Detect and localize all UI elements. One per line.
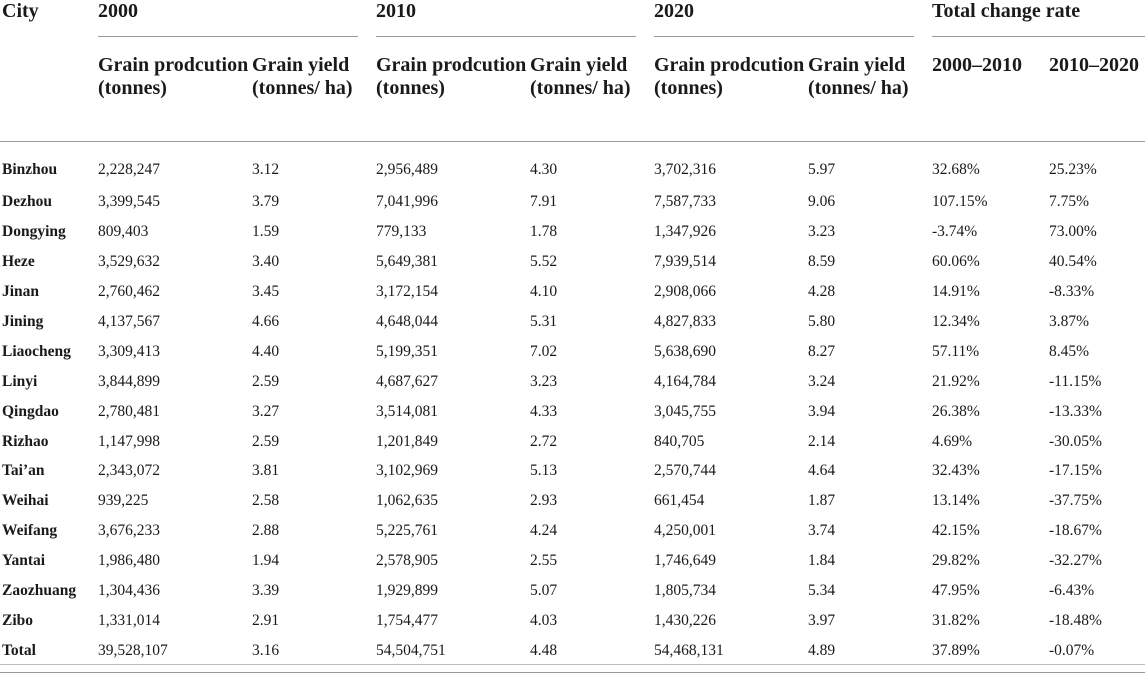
table-row <box>0 516 1145 546</box>
table-row <box>0 367 1145 397</box>
rate-2000-2010-cell: 4.69% <box>932 432 973 450</box>
production-2020-cell: 4,827,833 <box>654 313 716 330</box>
yield-2020-cell: 3.23 <box>808 223 836 241</box>
yield-2010-cell: 4.30 <box>530 160 558 178</box>
production-2000-cell: 1,304,436 <box>98 582 160 600</box>
production-2020-cell: 1,430,226 <box>654 611 716 629</box>
yield-2020-cell: 4.89 <box>808 636 932 672</box>
city-cell: Dongying <box>2 223 66 241</box>
city-cell: Total <box>0 636 98 672</box>
city-cell: Binzhou <box>2 160 58 178</box>
production-2020-cell: 3,045,755 <box>654 402 716 420</box>
yield-2010-cell: 4.33 <box>530 402 558 420</box>
yield-2000-cell: 4.40 <box>252 342 280 360</box>
yield-2020-cell: 2.14 <box>808 432 836 450</box>
yield-2000-cell: 1.94 <box>252 552 280 570</box>
yield-2020-cell: 8.59 <box>808 253 836 271</box>
production-2020-cell: 1,347,926 <box>654 223 716 241</box>
yield-2020-cell: 4.28 <box>808 283 836 301</box>
production-2000-cell: 1,147,998 <box>98 432 160 450</box>
yield-2010-cell: 1.78 <box>530 223 558 241</box>
city-cell: Weihai <box>2 492 49 510</box>
yield-2020-cell: 1.87 <box>808 492 836 510</box>
yield-2010-cell: 2.72 <box>530 432 558 450</box>
production-2010-cell: 4,648,044 <box>376 313 438 330</box>
yield-2010-cell: 2.93 <box>530 492 558 510</box>
total-change-rate-label: Total change rate <box>932 0 1081 22</box>
rate-2010-2020-cell: -6.43% <box>1049 582 1095 600</box>
production-2010-header: Grain prodcution (tonnes) <box>376 36 530 141</box>
rate-2010-2020-header: 2010–2020 <box>1049 36 1145 141</box>
year-2010-rule <box>376 36 636 37</box>
rate-2010-2020-cell: 7.75% <box>1049 193 1090 211</box>
rate-2010-2020-cell: -8.33% <box>1049 283 1095 301</box>
yield-2000-cell: 3.16 <box>252 636 376 672</box>
production-2020-cell: 7,939,514 <box>654 253 716 271</box>
yield-2010-cell: 7.91 <box>530 193 558 211</box>
table-row <box>0 247 1145 277</box>
production-2010-cell: 5,649,381 <box>376 253 438 271</box>
production-2000-cell: 2,343,072 <box>98 462 160 480</box>
production-2020-cell: 661,454 <box>654 492 705 510</box>
rate-2000-2010-cell: 107.15% <box>932 193 988 211</box>
yield-2000-cell: 3.40 <box>252 253 280 271</box>
rate-2010-2020-cell: 25.23% <box>1049 160 1097 178</box>
table-row <box>0 546 1145 576</box>
rate-2000-2010-cell: 42.15% <box>932 522 980 540</box>
production-2020-cell: 1,746,649 <box>654 552 716 570</box>
rate-2010-2020-cell: -37.75% <box>1049 492 1102 510</box>
production-2000-cell: 3,309,413 <box>98 342 160 360</box>
production-2020-cell: 3,702,316 <box>654 160 716 178</box>
rate-2000-2010-header: 2000–2010 <box>932 36 1049 141</box>
yield-2020-cell: 3.97 <box>808 611 836 629</box>
rate-2010-2020-cell: 40.54% <box>1049 253 1097 271</box>
yield-2000-cell: 2.58 <box>252 492 280 510</box>
table-header <box>0 0 1145 141</box>
production-2010-cell: 54,504,751 <box>376 636 530 672</box>
yield-2000-cell: 2.88 <box>252 522 280 540</box>
yield-2020-cell: 4.64 <box>808 462 836 480</box>
city-cell: Linyi <box>2 372 38 390</box>
yield-2000-header: Grain yield (tonnes/ ha) <box>252 36 376 141</box>
table-row <box>0 141 1145 188</box>
yield-2010-header: Grain yield (tonnes/ ha) <box>530 36 654 141</box>
rate-2010-2020-cell: -18.67% <box>1049 522 1102 540</box>
rate-2010-2020-cell: -0.07% <box>1049 636 1145 672</box>
rate-2010-2020-cell: -13.33% <box>1049 402 1102 420</box>
rate-2000-2010-cell: 21.92% <box>932 372 980 390</box>
yield-2010-cell: 2.55 <box>530 552 558 570</box>
city-cell: Jining <box>2 313 44 330</box>
yield-2000-cell: 3.39 <box>252 582 280 600</box>
production-2000-cell: 1,986,480 <box>98 552 160 570</box>
year-2000-header <box>98 0 376 36</box>
city-cell: Weifang <box>2 522 58 540</box>
table-row <box>0 636 1145 672</box>
header-sub-row <box>0 36 1145 141</box>
table-row <box>0 606 1145 636</box>
yield-2010-cell: 5.52 <box>530 253 558 271</box>
production-2010-cell: 3,172,154 <box>376 283 438 301</box>
production-2000-header: Grain prodcution (tonnes) <box>98 36 252 141</box>
city-cell: Liaocheng <box>2 342 71 360</box>
production-2000-cell: 809,403 <box>98 223 149 241</box>
production-2000-cell: 2,228,247 <box>98 160 160 178</box>
production-2000-cell: 3,399,545 <box>98 193 160 211</box>
rate-2000-2010-cell: 29.82% <box>932 552 980 570</box>
rate-2000-2010-cell: 26.38% <box>932 402 980 420</box>
rate-2000-2010-cell: 32.68% <box>932 160 980 178</box>
yield-2020-cell: 1.84 <box>808 552 836 570</box>
production-2010-cell: 4,687,627 <box>376 372 438 390</box>
yield-2020-cell: 3.74 <box>808 522 836 540</box>
year-2010-header <box>376 0 654 36</box>
city-column-header: City <box>2 0 39 22</box>
yield-2010-cell: 4.24 <box>530 522 558 540</box>
table-row <box>0 277 1145 307</box>
production-2010-cell: 1,201,849 <box>376 432 438 450</box>
yield-2000-cell: 3.81 <box>252 462 280 480</box>
yield-2000-cell: 4.66 <box>252 313 280 330</box>
city-subheader-empty <box>0 36 98 141</box>
table-row <box>0 217 1145 247</box>
rate-2000-2010-cell: 57.11% <box>932 342 980 360</box>
rate-2000-2010-cell: 37.89% <box>932 636 1049 672</box>
city-cell: Tai’an <box>2 462 45 480</box>
production-2020-cell: 2,570,744 <box>654 462 716 480</box>
production-2010-cell: 1,754,477 <box>376 611 438 629</box>
yield-2020-cell: 9.06 <box>808 193 836 211</box>
year-2000-rule <box>98 36 358 37</box>
production-2000-cell: 2,780,481 <box>98 402 160 420</box>
table-row <box>0 397 1145 427</box>
yield-2020-cell: 5.80 <box>808 313 836 330</box>
production-2000-cell: 3,676,233 <box>98 522 160 540</box>
production-2010-cell: 2,578,905 <box>376 552 438 570</box>
table-row <box>0 337 1145 367</box>
yield-2010-cell: 7.02 <box>530 342 558 360</box>
year-2020-label: 2020 <box>654 0 694 22</box>
yield-2010-cell: 3.23 <box>530 372 558 390</box>
yield-2020-header: Grain yield (tonnes/ ha) <box>808 36 932 141</box>
yield-2000-cell: 2.59 <box>252 432 280 450</box>
total-change-rate-rule <box>932 36 1145 37</box>
yield-2000-cell: 2.59 <box>252 372 280 390</box>
year-2020-header <box>654 0 932 36</box>
table-row <box>0 457 1145 487</box>
yield-2010-cell: 5.13 <box>530 462 558 480</box>
rate-2010-2020-cell: -18.48% <box>1049 611 1102 629</box>
rate-2010-2020-cell: 73.00% <box>1049 223 1097 241</box>
yield-2010-cell: 5.31 <box>530 313 558 330</box>
yield-2010-cell: 4.03 <box>530 611 558 629</box>
yield-2010-cell: 5.07 <box>530 582 558 600</box>
rate-2010-2020-cell: -11.15% <box>1049 372 1102 390</box>
production-2000-cell: 939,225 <box>98 492 149 510</box>
rate-2000-2010-cell: 12.34% <box>932 313 980 330</box>
rate-2000-2010-cell: 47.95% <box>932 582 980 600</box>
rate-2000-2010-cell: 32.43% <box>932 462 980 480</box>
rate-2010-2020-cell: 8.45% <box>1049 342 1090 360</box>
production-2020-cell: 7,587,733 <box>654 193 716 211</box>
rate-2010-2020-cell: 3.87% <box>1049 313 1090 330</box>
yield-2020-cell: 8.27 <box>808 342 836 360</box>
yield-2000-cell: 3.79 <box>252 193 280 211</box>
header-group-row <box>0 0 1145 36</box>
production-2000-cell: 2,760,462 <box>98 283 160 301</box>
yield-2010-cell: 4.48 <box>530 636 654 672</box>
yield-2000-cell: 1.59 <box>252 223 280 241</box>
production-2000-cell: 3,844,899 <box>98 372 160 390</box>
production-2000-cell: 4,137,567 <box>98 313 160 330</box>
yield-2020-cell: 3.24 <box>808 372 836 390</box>
production-2010-cell: 1,929,899 <box>376 582 438 600</box>
production-2020-header: Grain prodcution (tonnes) <box>654 36 808 141</box>
year-2010-label: 2010 <box>376 0 416 22</box>
production-2010-cell: 3,514,081 <box>376 402 438 420</box>
production-2020-cell: 1,805,734 <box>654 582 716 600</box>
table-row <box>0 427 1145 457</box>
production-2010-cell: 779,133 <box>376 223 427 241</box>
production-2000-cell: 1,331,014 <box>98 611 160 629</box>
production-2010-cell: 2,956,489 <box>376 160 438 178</box>
yield-2000-cell: 3.12 <box>252 160 280 178</box>
city-cell: Rizhao <box>2 432 49 450</box>
table-body <box>0 141 1145 672</box>
production-2000-cell: 39,528,107 <box>98 636 252 672</box>
rate-2000-2010-cell: 31.82% <box>932 611 980 629</box>
rate-2000-2010-cell: 60.06% <box>932 253 980 271</box>
rate-2000-2010-cell: 14.91% <box>932 283 980 301</box>
production-2020-cell: 2,908,066 <box>654 283 716 301</box>
production-2010-cell: 1,062,635 <box>376 492 438 510</box>
production-2020-cell: 54,468,131 <box>654 636 808 672</box>
table-bottom-rule <box>0 664 1145 665</box>
yield-2020-cell: 5.34 <box>808 582 836 600</box>
total-change-rate-header <box>932 0 1145 36</box>
production-2000-cell: 3,529,632 <box>98 253 160 271</box>
yield-2000-cell: 3.45 <box>252 283 280 301</box>
city-cell: Jinan <box>2 283 40 301</box>
rate-2000-2010-cell: -3.74% <box>932 223 978 241</box>
city-cell: Heze <box>2 253 35 271</box>
year-2020-rule <box>654 36 914 37</box>
table-row <box>0 307 1145 337</box>
city-cell: Zaozhuang <box>2 582 77 600</box>
production-2010-cell: 5,225,761 <box>376 522 438 540</box>
table-row <box>0 188 1145 218</box>
production-2020-cell: 840,705 <box>654 432 705 450</box>
year-2000-label: 2000 <box>98 0 138 22</box>
city-cell: Qingdao <box>2 402 59 420</box>
yield-2010-cell: 4.10 <box>530 283 558 301</box>
yield-2020-cell: 3.94 <box>808 402 836 420</box>
production-2020-cell: 4,164,784 <box>654 372 716 390</box>
production-2010-cell: 3,102,969 <box>376 462 438 480</box>
rate-2010-2020-cell: -32.27% <box>1049 552 1102 570</box>
production-2010-cell: 5,199,351 <box>376 342 438 360</box>
table-row <box>0 486 1145 516</box>
production-2020-cell: 4,250,001 <box>654 522 716 540</box>
rate-2010-2020-cell: -17.15% <box>1049 462 1102 480</box>
city-cell: Yantai <box>2 552 46 570</box>
rate-2010-2020-cell: -30.05% <box>1049 432 1102 450</box>
rate-2000-2010-cell: 13.14% <box>932 492 980 510</box>
production-2020-cell: 5,638,690 <box>654 342 716 360</box>
yield-2000-cell: 3.27 <box>252 402 280 420</box>
city-cell: Zibo <box>2 611 34 629</box>
city-cell: Dezhou <box>2 193 52 211</box>
table-row <box>0 576 1145 606</box>
yield-2020-cell: 5.97 <box>808 160 836 178</box>
production-2010-cell: 7,041,996 <box>376 193 438 211</box>
yield-2000-cell: 2.91 <box>252 611 280 629</box>
